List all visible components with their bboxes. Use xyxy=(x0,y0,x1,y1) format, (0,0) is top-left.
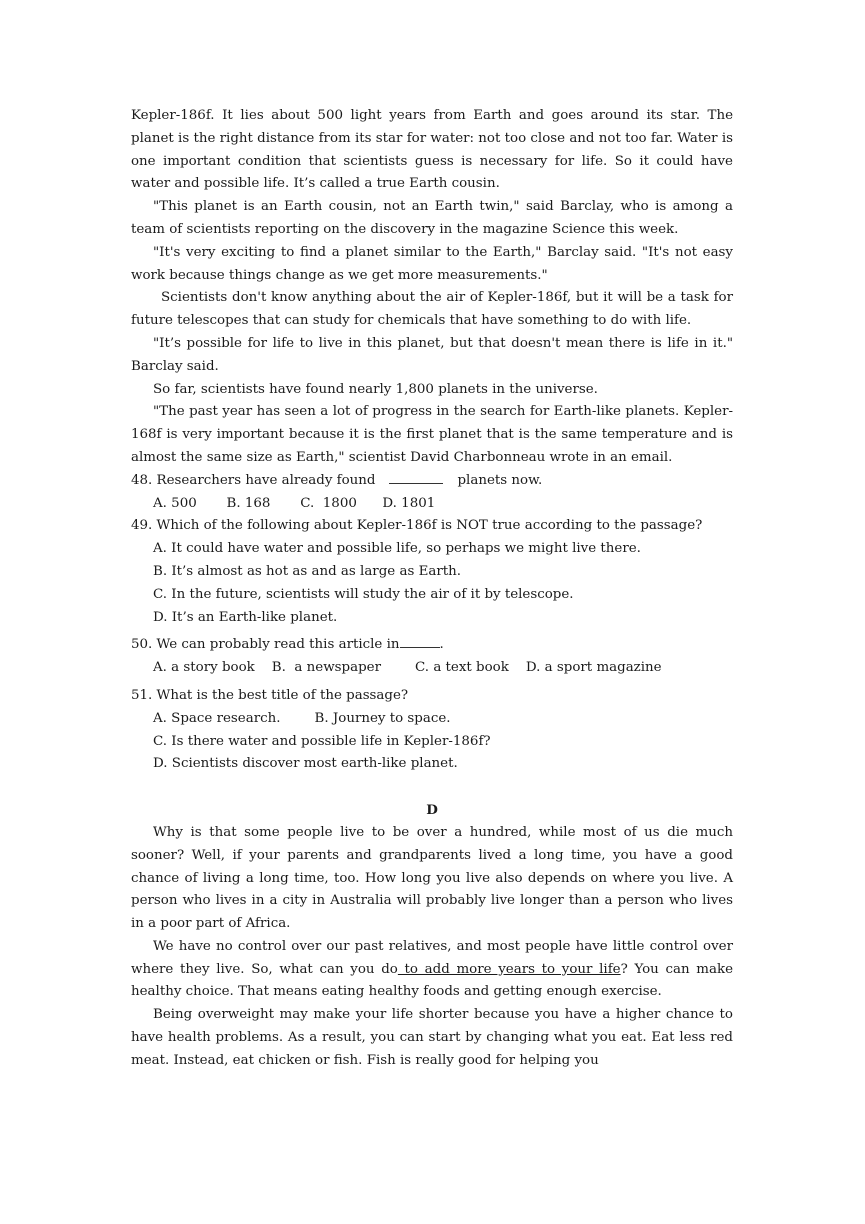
passage-d-paragraph-3: Being overweight may make your life shorter because you have a higher chance to have health problems. As a result, you can start by changing what you eat. Eat less red meat. Instead, eat chicken or fish. Fish is really good for helping you xyxy=(131,1007,733,1068)
question-50 xyxy=(131,634,733,657)
question-50-stem: 50. We can probably read this article in xyxy=(131,637,400,653)
question-49-stem: 49. Which of the following about Kepler-186f is NOT true according to the passage? xyxy=(131,518,703,534)
question-51-option-d: D. Scientists discover most earth-like planet. xyxy=(153,756,458,772)
passage-d-paragraph-1: Why is that some people live to be over a hundred, while most of us die much sooner? Well, if your parents and grandparents lived a long time, you have a good chance of living a long time, too. How long you live also depends on where you live. A person who lives in a city in Australia will probably live longer than a person who lives in a poor part of Africa. xyxy=(131,824,733,932)
passage-c-paragraph-2: "This planet is an Earth cousin, not an Earth twin," said Barclay, who is among a team of scientists reporting on the discovery in the magazine Science this week. xyxy=(131,199,733,237)
passage-c-paragraph-4: Scientists don't know anything about the air of Kepler-186f, but it will be a task for future telescopes that can study for chemicals that have something to do with life. xyxy=(131,290,733,329)
question-48-options: A. 500 B. 168 C. 1800 D. 1801 xyxy=(153,495,436,511)
answer-blank xyxy=(400,635,440,648)
question-49-option-d: D. It’s an Earth-like planet. xyxy=(153,609,338,625)
question-48-stem-end: planets now. xyxy=(457,472,543,488)
question-48-stem: 48. Researchers have already found xyxy=(131,472,376,488)
question-49-option-c: C. In the future, scientists will study the air of it by telescope. xyxy=(153,586,574,602)
passage-c-paragraph-7: "The past year has seen a lot of progress in the search for Earth-like planets. Kepler-168f is very important because it is the first planet that is the same temperature and is almost the same size as Earth," scientist David Charbonneau wrote in an email. xyxy=(131,404,733,465)
passage-c-paragraph-5: "It’s possible for life to live in this planet, but that doesn't mean there is life in it." Barclay said. xyxy=(131,335,733,374)
passage-d-paragraph-2 xyxy=(131,936,733,1004)
question-51-stem: 51. What is the best title of the passage? xyxy=(131,687,409,703)
question-50-stem-end: . xyxy=(439,637,444,653)
passage-d-paragraph-2-end: ? You can make healthy choice. That means eating healthy foods and getting enough exercise. xyxy=(131,961,733,1000)
question-49-option-b: B. It’s almost as hot as and as large as Earth. xyxy=(153,563,461,579)
underlined-phrase: to add more years to your life xyxy=(397,961,621,977)
section-heading: D xyxy=(426,802,438,819)
question-50-options: A. a story book B. a newspaper C. a text book D. a sport magazine xyxy=(153,660,662,676)
passage-c-paragraph-1: Kepler-186f. It lies about 500 light years from Earth and goes around its star. The planet is the right distance from its star for water: not too close and not too far. Water is one important condition that scientists guess is necessary for life. So it could have water and possible life. It’s called a true Earth cousin. xyxy=(131,108,733,192)
exam-page xyxy=(131,105,733,1073)
question-48 xyxy=(131,470,733,493)
question-51-option-c: C. Is there water and possible life in Kepler-186f? xyxy=(153,733,491,749)
passage-c-paragraph-3: "It's very exciting to find a planet similar to the Earth," Barclay said. "It's not easy work because things change as we get more measurements." xyxy=(131,244,733,283)
answer-blank xyxy=(389,471,443,484)
passage-d-paragraph-2-start: We have no control over our past relatives, and most people have little control over where they live. So, what can you do xyxy=(131,938,733,977)
question-49-option-a: A. It could have water and possible life, so perhaps we might live there. xyxy=(153,541,641,557)
passage-c-paragraph-6: So far, scientists have found nearly 1,800 planets in the universe. xyxy=(153,381,598,397)
question-51-options-ab: A. Space research. B. Journey to space. xyxy=(153,710,451,726)
